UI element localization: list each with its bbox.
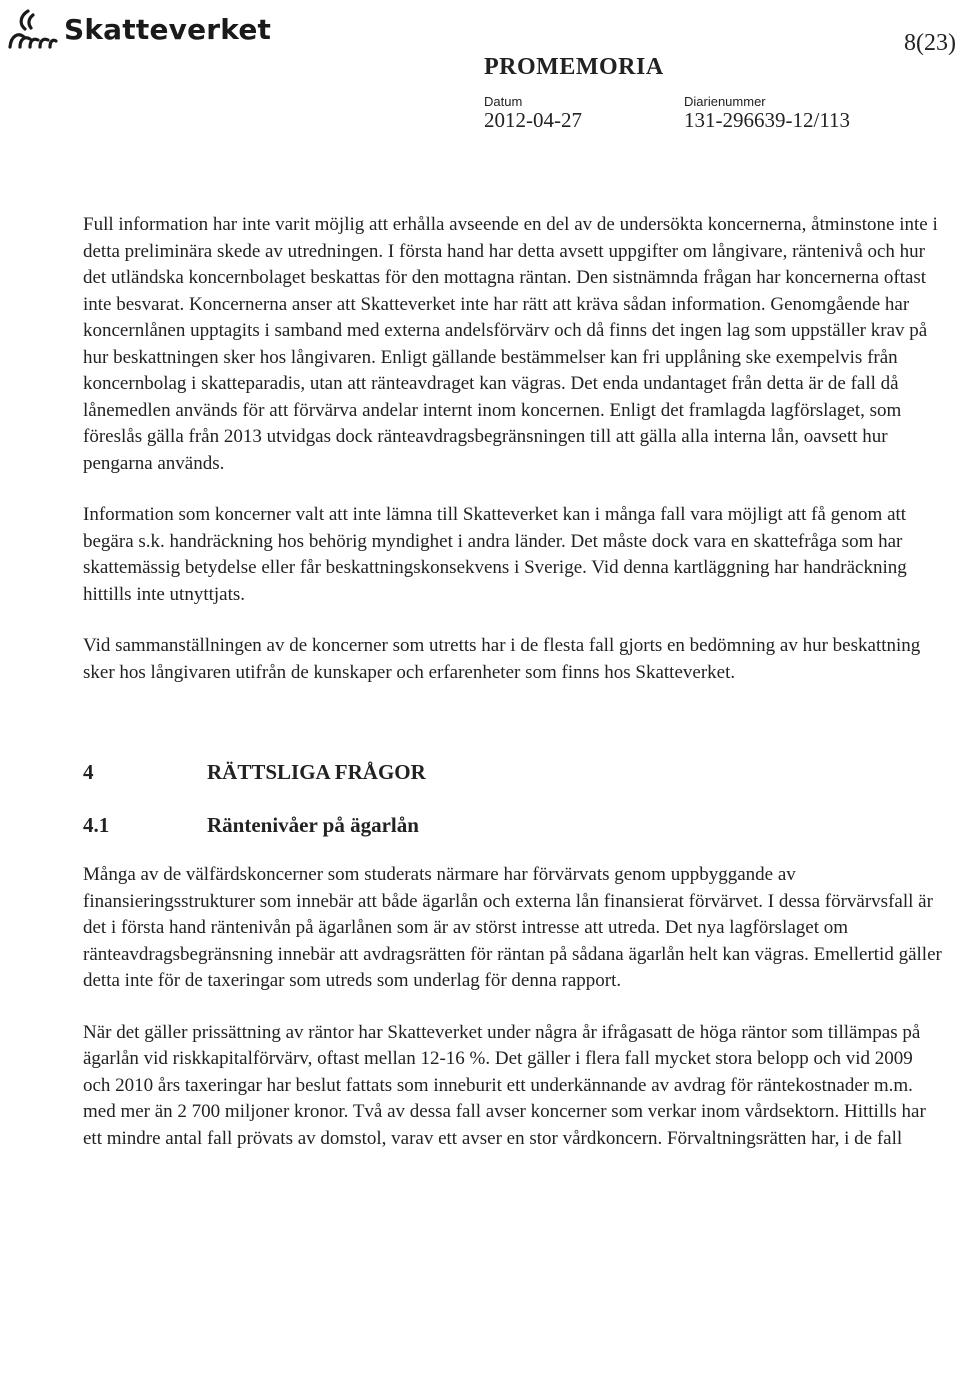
date-value: 2012-04-27 — [484, 108, 582, 132]
paragraph: Många av de välfärdskoncerner som studerats närmare har förvärvats genom uppbyggande av finansieringsstrukturer som innebär att både ägarlån och externa lån finansierat förvärvet. I dessa förvärvsfall är det i första hand räntenivån på ägarlånen som är av störst intresse att utreda. Det nya lagförslaget om ränteavdragsbegränsning innebär att avdragsrätten för räntan på sådana ägarlån helt kan vägras. Emellertid gäller detta inte för de taxeringar som utreds som underlag för denna rapport. — [83, 864, 942, 991]
section-title: RÄTTSLIGA FRÅGOR — [207, 760, 426, 784]
paragraph: Full information har inte varit möjlig att erhålla avseende en del av de undersökta koncernerna, åtminstone inte i detta preliminära skede av utredningen. I första hand har detta avsett uppgifter om långivare, räntenivå och hur det utländska koncernbolaget beskattas för den mottagna räntan. Den sistnämnda frågan har koncernerna oftast inte besvarat. Koncernerna anser att Skatteverket inte har rätt att kräva sådan information. Genomgående har koncernlånen upptagits i samband med externa andelsförvärv och då finns det ingen lag som uppställer krav på hur beskattningen sker hos långivaren. Enligt gällande bestämmelser kan fri upplåning ske exempelvis från koncernbolag i skatteparadis, utan att ränteavdraget kan vägras. Det enda undantaget från detta är de fall då lånemedlen används för att förvärva andelar internt inom koncernen. Enligt det framlagda lagförslaget, som föreslås gälla från 2013 utvidgas dock ränteavdragsbegränsningen till att gälla alla interna lån, oavsett hur pengarna används. — [83, 214, 938, 474]
crown-emblem-icon — [6, 7, 58, 51]
section-number: 4 — [83, 760, 94, 784]
paragraph: Vid sammanställningen av de koncerner som utretts har i de flesta fall gjorts en bedömning av hur beskattning sker hos långivaren utifrån de kunskaper och erfarenheter som finns hos Skatteverket. — [83, 635, 921, 683]
page-number: 8(23) — [904, 30, 956, 56]
subsection-heading — [83, 813, 944, 838]
date-label: Datum — [484, 94, 523, 109]
logo-text: Skatteverket — [64, 12, 272, 46]
paragraph: Information som koncerner valt att inte lämna till Skatteverket kan i många fall vara möjligt att få genom att begära s.k. handräckning hos behörig myndighet i andra länder. Det måste dock vara en skattefråga som har skattemässig betydelse eller får beskattningskonsekvens i Sverige. Vid denna kartläggning har handräckning hittills inte utnyttjats. — [83, 504, 907, 605]
section-heading — [83, 760, 944, 785]
subsection-number: 4.1 — [83, 813, 110, 837]
memo-title: PROMEMORIA — [484, 54, 664, 80]
paragraph: När det gäller prissättning av räntor har Skatteverket under några år ifrågasatt de höga räntor som tillämpas på ägarlån vid riskkapitalförvärv, oftast mellan 12-16 %. Det gäller i flera fall mycket stora belopp och vid 2009 och 2010 års taxeringar har beslut fattats som inneburit ett underkännande av avdrag för räntekostnader m.m. med mer än 2 700 miljoner kronor. Två av dessa fall avser koncerner som verkar inom vårdsektorn. Hittills har ett mindre antal fall prövats av domstol, varav ett avser en stor vårdkoncern. Förvaltningsrätten har, i de fall — [83, 1021, 926, 1149]
skatteverket-logo — [6, 6, 271, 52]
diary-number-value: 131-296639-12/113 — [684, 108, 851, 132]
diary-number-label: Diarienummer — [684, 94, 766, 109]
document-body — [83, 212, 944, 1152]
subsection-title: Räntenivåer på ägarlån — [207, 813, 419, 837]
